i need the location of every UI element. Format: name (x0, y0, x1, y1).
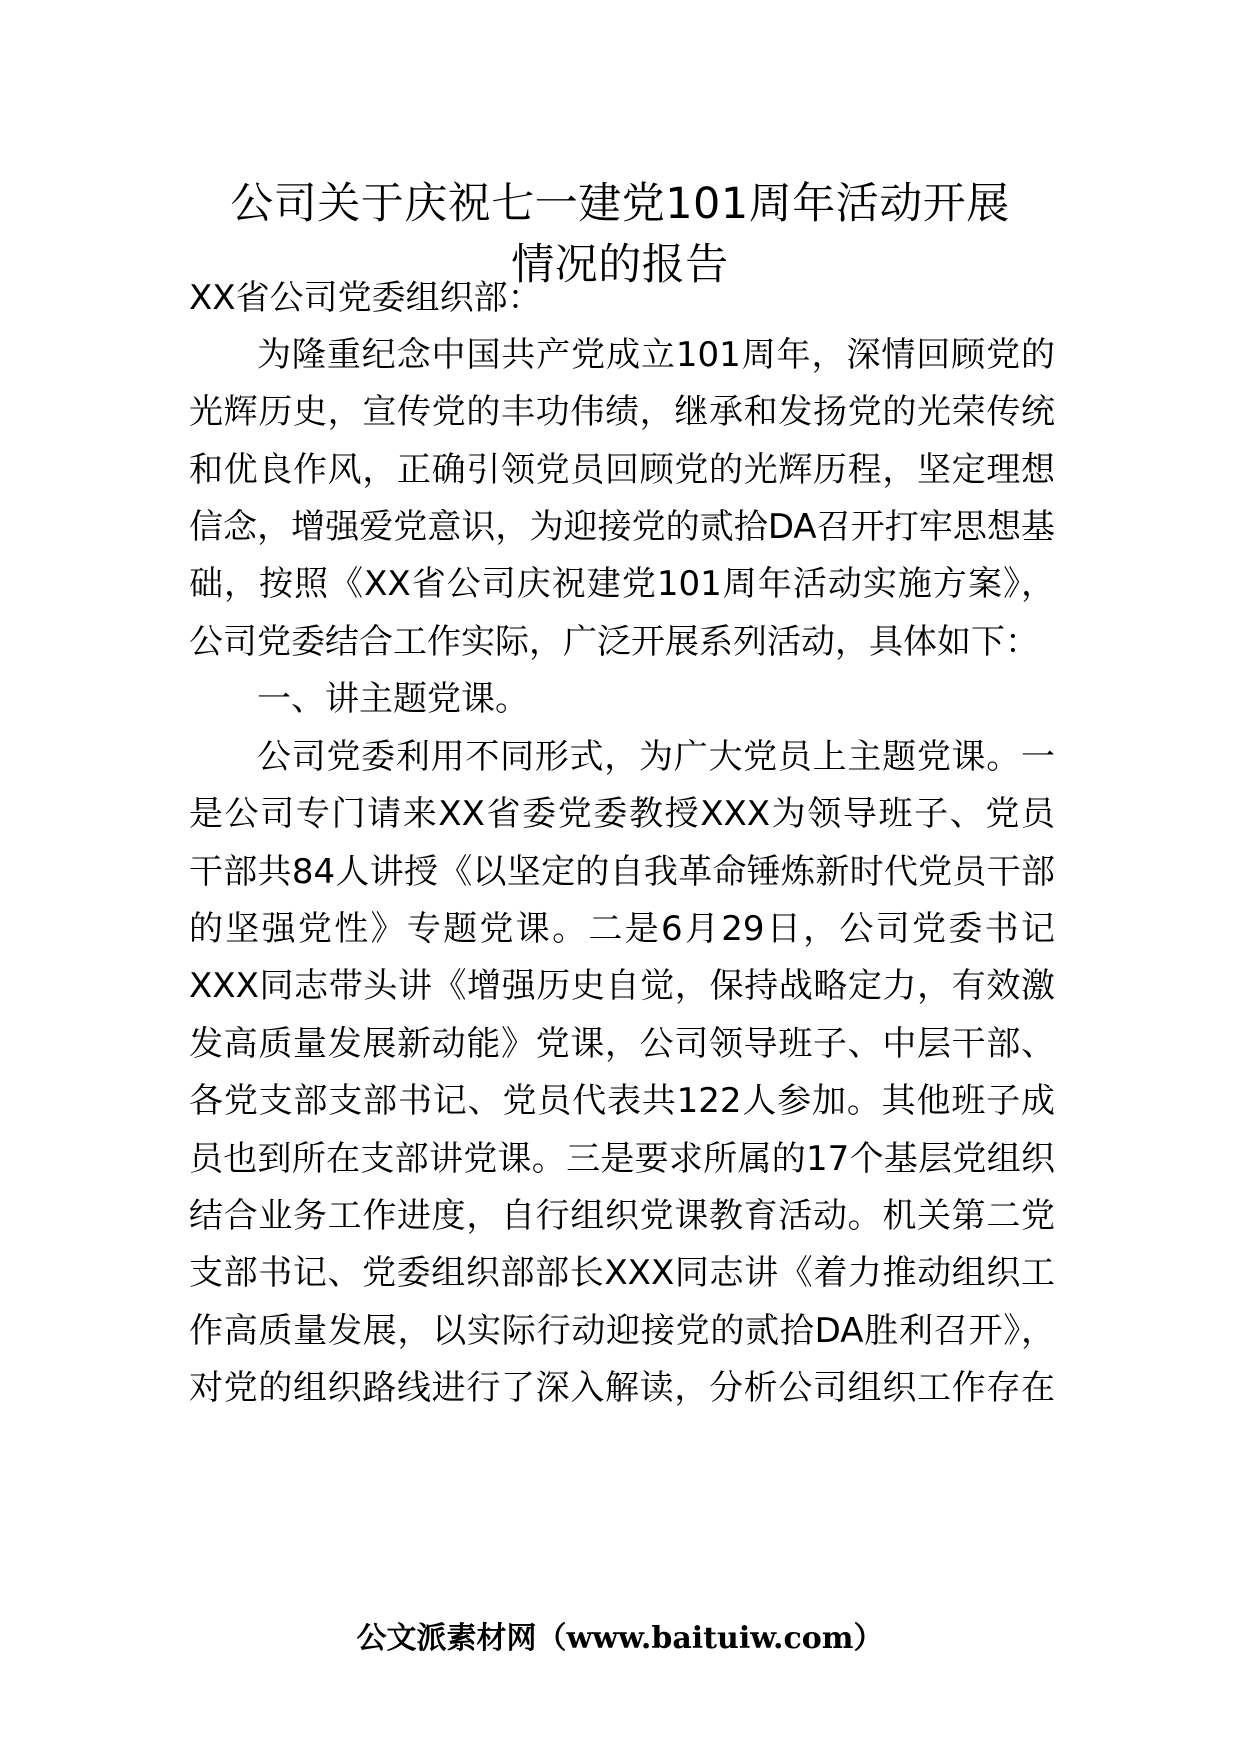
paragraph-line: 干部共84人讲授《以坚定的自我革命锤炼新时代党员干部 (189, 852, 1055, 892)
paragraph-line: 和优良作风，正确引领党员回顾党的光辉历程，坚定理想 (189, 450, 1055, 490)
paragraph-line: 础，按照《XX省公司庆祝建党101周年活动实施方案》， (189, 564, 1055, 604)
paragraph-line: 光辉历史，宣传党的丰功伟绩，继承和发扬党的光荣传统 (189, 392, 1055, 432)
paragraph-line: 公司党委利用不同形式，为广大党员上主题党课。一 (257, 737, 1055, 777)
paragraph-line: 对党的组织路线进行了深入解读，分析公司组织工作存在 (189, 1368, 1055, 1408)
paragraph-line: 各党支部支部书记、党员代表共122人参加。其他班子成 (189, 1081, 1055, 1121)
paragraph-line: XXX同志带头讲《增强历史自觉，保持战略定力，有效激 (189, 966, 1055, 1006)
footer-watermark: 公文派素材网（www.baituiw.com） (356, 1621, 884, 1656)
section-heading: 一、讲主题党课。 (257, 679, 529, 719)
paragraph-line: 信念，增强爱党意识，为迎接党的贰拾DA召开打牢思想基 (189, 507, 1055, 547)
paragraph-line: 作高质量发展，以实际行动迎接党的贰拾DA胜利召开》， (189, 1311, 1055, 1351)
paragraph-line: 公司党委结合工作实际，广泛开展系列活动，具体如下： (189, 622, 1039, 662)
paragraph-line: 是公司专门请来XX省委党委教授XXX为领导班子、党员 (189, 794, 1055, 834)
paragraph-line: 支部书记、党委组织部部长XXX同志讲《着力推动组织工 (189, 1253, 1055, 1293)
paragraph-line: 发高质量发展新动能》党课，公司领导班子、中层干部、 (189, 1024, 1055, 1064)
paragraph-line: 员也到所在支部讲党课。三是要求所属的17个基层党组织 (189, 1139, 1055, 1179)
paragraph-line: 的坚强党性》专题党课。二是6月29日，公司党委书记 (189, 909, 1055, 949)
document-title-line-1: 公司关于庆祝七一建党101周年活动开展 (230, 179, 1010, 229)
paragraph-line: 为隆重纪念中国共产党成立101周年，深情回顾党的 (257, 335, 1055, 375)
salutation: XX省公司党委组织部： (189, 278, 542, 318)
paragraph-line: 结合业务工作进度，自行组织党课教育活动。机关第二党 (189, 1196, 1055, 1236)
document-title-line-2: 情况的报告 (511, 240, 729, 290)
